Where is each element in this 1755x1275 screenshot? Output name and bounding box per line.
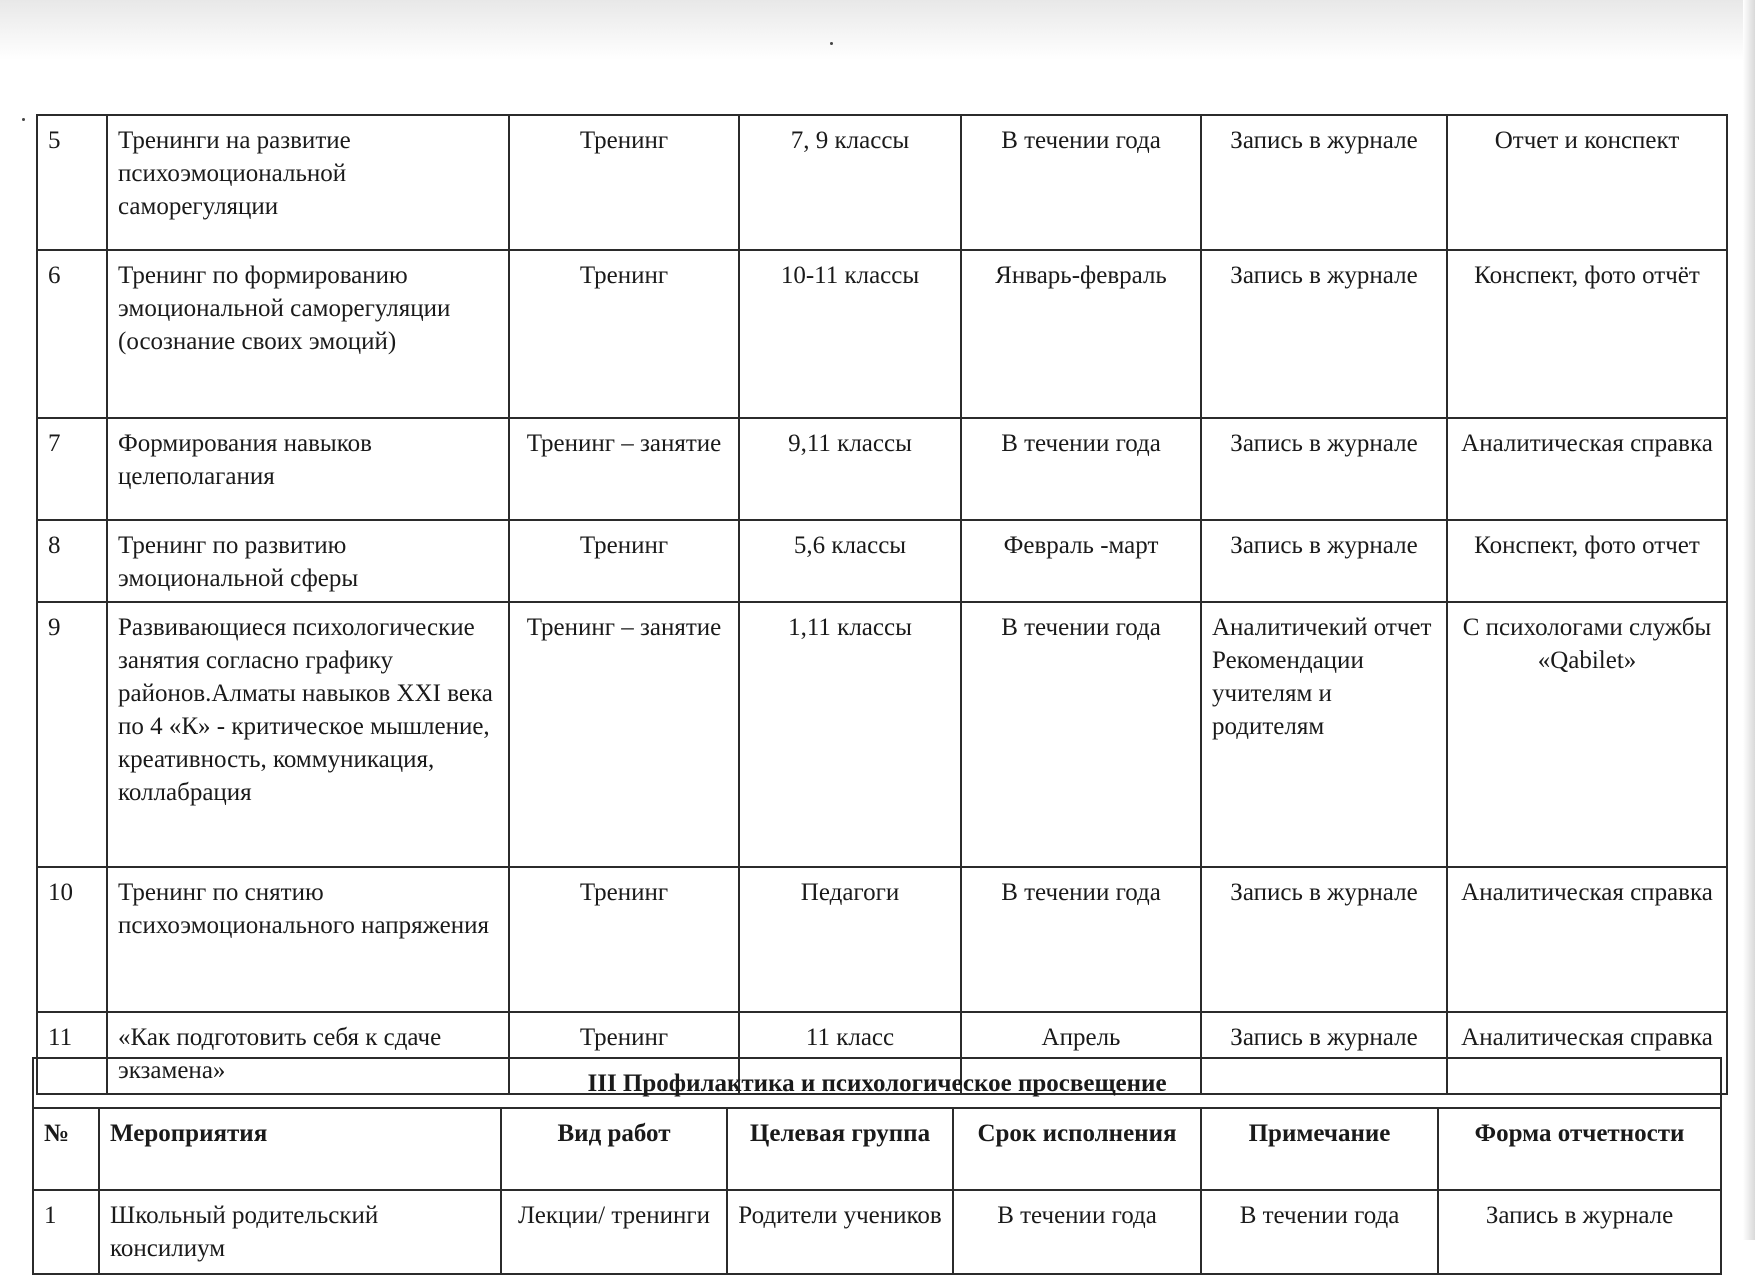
header-type: Вид работ	[501, 1108, 727, 1190]
row-term: В течении года	[953, 1190, 1201, 1274]
row-report: Конспект, фото отчёт	[1447, 250, 1727, 418]
row-report: Аналитическая справка	[1447, 418, 1727, 520]
section-title: III Профилактика и психологическое просвещение	[33, 1058, 1721, 1108]
scan-speck	[830, 42, 833, 45]
row-num: 10	[37, 867, 107, 1012]
row-type: Лекции/ тренинги	[501, 1190, 727, 1274]
activities-table-top	[36, 114, 1728, 1095]
header-note: Примечание	[1201, 1108, 1438, 1190]
row-type: Тренинг – занятие	[509, 602, 739, 867]
table-row	[37, 115, 1727, 250]
row-term: Февраль -март	[961, 520, 1201, 602]
row-report: Аналитическая справка	[1447, 867, 1727, 1012]
row-type: Тренинг	[509, 115, 739, 250]
row-type: Тренинг	[509, 520, 739, 602]
table-row	[37, 867, 1727, 1012]
row-type: Тренинг – занятие	[509, 418, 739, 520]
row-term: Январь-февраль	[961, 250, 1201, 418]
table-row	[33, 1190, 1721, 1274]
row-report: Конспект, фото отчет	[1447, 520, 1727, 602]
row-group: 9,11 классы	[739, 418, 961, 520]
table-row	[37, 418, 1727, 520]
activities-table-top-body	[37, 115, 1727, 1094]
row-term: В течении года	[961, 602, 1201, 867]
header-num: №	[33, 1108, 99, 1190]
row-event: Тренинг по развитию эмоциональной сферы	[107, 520, 509, 602]
row-event: Тренинг по снятию психоэмоционального напряжения	[107, 867, 509, 1012]
row-note: Запись в журнале	[1201, 867, 1447, 1012]
row-report: Отчет и конспект	[1447, 115, 1727, 250]
row-group: 1,11 классы	[739, 602, 961, 867]
row-term: В течении года	[961, 115, 1201, 250]
table-row	[37, 520, 1727, 602]
row-report: Запись в журнале	[1438, 1190, 1721, 1274]
row-num: 7	[37, 418, 107, 520]
table-row	[37, 250, 1727, 418]
row-note: Запись в журнале	[1201, 520, 1447, 602]
scan-top-shadow	[0, 0, 1755, 60]
row-group: Родители учеников	[727, 1190, 953, 1274]
row-event: Школьный родительский консилиум	[99, 1190, 501, 1274]
row-term: В течении года	[961, 867, 1201, 1012]
row-event: Формирования навыков целеполагания	[107, 418, 509, 520]
row-group: 10-11 классы	[739, 250, 961, 418]
row-num: 5	[37, 115, 107, 250]
row-type: Тренинг	[509, 250, 739, 418]
row-note: Аналитичекий отчет Рекомендации учителям и родителям	[1201, 602, 1447, 867]
header-report: Форма отчетности	[1438, 1108, 1721, 1190]
row-type: Тренинг	[509, 867, 739, 1012]
row-note: Запись в журнале	[1201, 250, 1447, 418]
row-report: Аналитическая справка	[1447, 1012, 1727, 1094]
row-num: 8	[37, 520, 107, 602]
row-num: 11	[37, 1012, 107, 1094]
row-term: Апрель	[961, 1012, 1201, 1094]
header-term: Срок исполнения	[953, 1108, 1201, 1190]
scan-right-edge	[1743, 0, 1755, 1240]
row-event: Тренинги на развитие психоэмоциональной саморегуляции	[107, 115, 509, 250]
row-note: Запись в журнале	[1201, 1012, 1447, 1094]
row-group: Педагоги	[739, 867, 961, 1012]
header-group: Целевая группа	[727, 1108, 953, 1190]
row-event: «Как подготовить себя к сдаче экзамена»	[107, 1012, 509, 1094]
scan-speck	[22, 118, 25, 121]
row-event: Тренинг по формированию эмоциональной саморегуляции (осознание своих эмоций)	[107, 250, 509, 418]
row-note: Запись в журнале	[1201, 418, 1447, 520]
section-title-row	[33, 1058, 1721, 1108]
row-note: В течении года	[1201, 1190, 1438, 1274]
row-num: 6	[37, 250, 107, 418]
prevention-table	[32, 1057, 1722, 1275]
row-report: С психологами службы «Qabilet»	[1447, 602, 1727, 867]
row-event: Развивающиеся психологические занятия согласно графику районов.Алматы навыков XXI века по 4 «К» - критическое мышление, креативность, коммуникация, коллабрация	[107, 602, 509, 867]
row-num: 9	[37, 602, 107, 867]
row-term: В течении года	[961, 418, 1201, 520]
row-type: Тренинг	[509, 1012, 739, 1094]
header-event: Мероприятия	[99, 1108, 501, 1190]
row-group: 5,6 классы	[739, 520, 961, 602]
table-row	[37, 602, 1727, 867]
row-group: 7, 9 классы	[739, 115, 961, 250]
row-group: 11 класс	[739, 1012, 961, 1094]
row-num: 1	[33, 1190, 99, 1274]
row-note: Запись в журнале	[1201, 115, 1447, 250]
table-header-row	[33, 1108, 1721, 1190]
